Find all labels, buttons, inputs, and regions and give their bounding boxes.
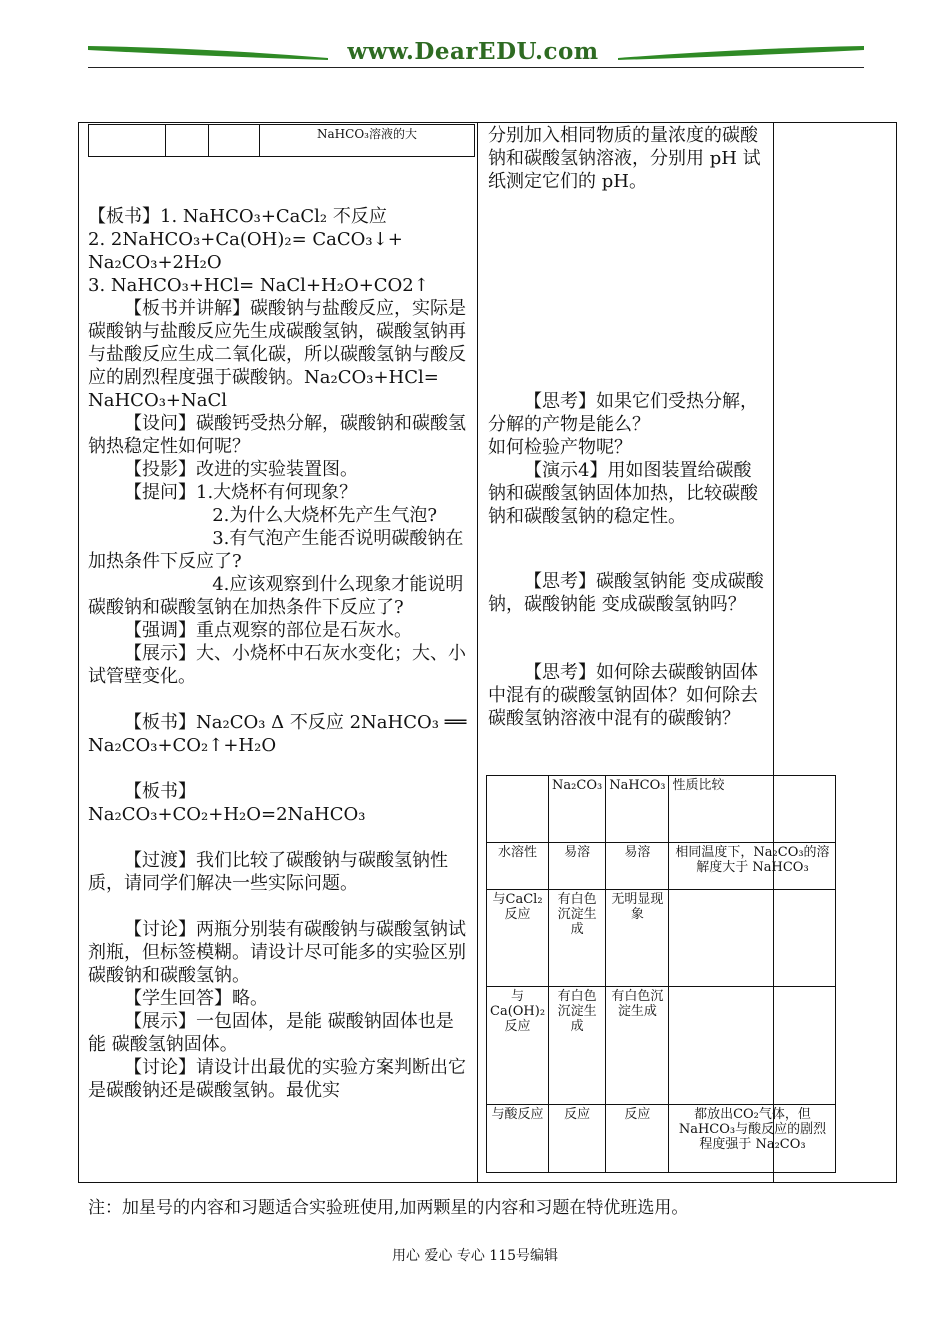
think-convert-text: 【思考】碳酸氢钠能 变成碳酸钠，碳酸钠能 变成碳酸氢钠吗？	[488, 571, 764, 615]
table-row	[487, 1105, 836, 1173]
table-cell: 水溶性	[487, 843, 549, 890]
right-think-heat	[488, 390, 768, 528]
table-cell: 都放出CO₂气体，但NaHCO₃与酸反应的剧烈程度强于 Na₂CO₃	[669, 1105, 836, 1173]
header-swoosh-right	[618, 44, 864, 60]
table-row	[487, 890, 836, 987]
header-rule	[88, 67, 864, 68]
show-solid: 【展示】一包固体，是能 碳酸钠固体也是能 碳酸氢钠固体。	[88, 1011, 454, 1055]
frame-top-border	[78, 122, 897, 123]
table-cell: 相同温度下，Na₂CO₃的溶解度大于 NaHCO₃	[669, 843, 836, 890]
discussion-1: 【讨论】两瓶分别装有碳酸钠与碳酸氢钠试剂瓶，但标签模糊。请设计尽可能多的实验区别碳酸钠和碳酸氢钠。	[88, 919, 466, 986]
board-heat: 【板书】Na₂CO₃ Δ 不反应 2NaHCO₃ ══ Na₂CO₃+CO₂↑+H₂O	[88, 712, 467, 756]
ph-text: 分别加入相同物质的量浓度的碳酸钠和碳酸氢钠溶液，分别用 pH 试纸测定它们的 pH。	[488, 125, 761, 192]
table-cell: 反应	[606, 1105, 669, 1173]
transition-paragraph: 【过渡】我们比较了碳酸钠与碳酸氢钠性质，请同学们解决一些实际问题。	[88, 850, 448, 894]
table-cell: 有白色沉淀生成	[606, 987, 669, 1105]
table-row	[487, 776, 836, 843]
ask-3: 3.有气泡产生能否说明碳酸钠在加热条件下反应了?	[88, 528, 464, 572]
demo-4-text: 【演示4】用如图装置给碳酸钠和碳酸氢钠固体加热，比较碳酸钠和碳酸氢钠的稳定性。	[488, 460, 758, 527]
table-cell: 与酸反应	[487, 1105, 549, 1173]
footnote: 注：加星号的内容和习题适合实验班使用,加两颗星的内容和习题在特优班选用。	[88, 1198, 689, 1218]
frame-divider	[477, 122, 478, 1183]
table-header: 性质比较	[669, 776, 836, 843]
top-table-fragment	[88, 124, 475, 157]
right-paragraph-ph	[488, 124, 768, 193]
table-row	[487, 987, 836, 1105]
table-cell	[209, 125, 260, 157]
board-line-3: 3. NaHCO₃+HCl= NaCl+H₂O+CO2↑	[88, 275, 429, 296]
table-header: NaHCO₃	[606, 776, 669, 843]
discussion-2: 【讨论】请设计出最优的实验方案判断出它是碳酸钠还是碳酸氢钠。最优实	[88, 1057, 466, 1101]
table-cell: 与CaCl₂反应	[487, 890, 549, 987]
frame-left-border	[78, 122, 79, 1183]
table-header	[487, 776, 549, 843]
student-answer: 【学生回答】略。	[124, 988, 268, 1009]
table-cell	[669, 987, 836, 1105]
page-footer: 用心 爱心 专心 115号编辑	[391, 1248, 559, 1264]
think-remove-text: 【思考】如何除去碳酸钠固体中混有的碳酸氢钠固体？如何除去碳酸氢钠溶液中混有的碳酸钠？	[488, 662, 758, 729]
table-cell: 易溶	[549, 843, 606, 890]
table-cell	[669, 890, 836, 987]
table-cell	[89, 125, 166, 157]
comparison-table	[486, 775, 836, 1173]
table-cell: 与Ca(OH)₂反应	[487, 987, 549, 1105]
projection-paragraph: 【投影】改进的实验装置图。	[124, 459, 358, 480]
frame-bottom-border	[78, 1182, 897, 1183]
ask-4: 4.应该观察到什么现象才能说明碳酸钠和碳酸氢钠在加热条件下反应了?	[88, 574, 464, 618]
ask-1: 【提问】1.大烧杯有何现象？	[124, 482, 358, 503]
right-think-convert	[488, 570, 768, 616]
table-cell: 无明显现象	[606, 890, 669, 987]
header-swoosh-left	[88, 44, 328, 60]
frame-right-border	[896, 122, 897, 1183]
table-row	[487, 843, 836, 890]
board-line-2: 2. 2NaHCO₃+Ca(OH)₂= CaCO₃↓+ Na₂CO₃+2H₂O	[88, 229, 403, 273]
table-cell	[166, 125, 209, 157]
site-logo-text: www.DearEDU.com	[347, 38, 599, 65]
emphasis-paragraph: 【强调】重点观察的部位是石灰水。	[124, 620, 412, 641]
question-paragraph: 【设问】碳酸钙受热分解，碳酸钠和碳酸氢钠热稳定性如何呢？	[88, 413, 466, 457]
left-column	[88, 205, 468, 1102]
table-header: Na₂CO₃	[549, 776, 606, 843]
table-cell: 易溶	[606, 843, 669, 890]
board-co2: 【板书】Na₂CO₃+CO₂+H₂O=2NaHCO₃	[88, 781, 366, 825]
board-line-1: 【板书】1. NaHCO₃+CaCl₂ 不反应	[88, 206, 387, 227]
think-heat-text: 【思考】如果它们受热分解，分解的产物是能么？	[488, 391, 758, 435]
table-cell: NaHCO₃溶液的大	[260, 125, 475, 157]
show-paragraph: 【展示】大、小烧杯中石灰水变化；大、小试管壁变化。	[88, 643, 466, 687]
board-explain: 【板书并讲解】碳酸钠与盐酸反应，实际是碳酸钠与盐酸反应先生成碳酸氢钠，碳酸氢钠再与盐酸反应生成二氧化碳，所以碳酸氢钠与酸反应的剧烈程度强于碳酸钠。Na₂CO₃+HCl= NaHCO₃+NaCl	[88, 298, 466, 411]
table-cell: 有白色沉淀生成	[549, 890, 606, 987]
right-think-remove	[488, 661, 768, 730]
table-cell: 有白色沉淀生成	[549, 987, 606, 1105]
table-cell: 反应	[549, 1105, 606, 1173]
ask-2: 2.为什么大烧杯先产生气泡?	[212, 505, 438, 526]
detect-products-text: 如何检验产物呢？	[488, 437, 632, 458]
